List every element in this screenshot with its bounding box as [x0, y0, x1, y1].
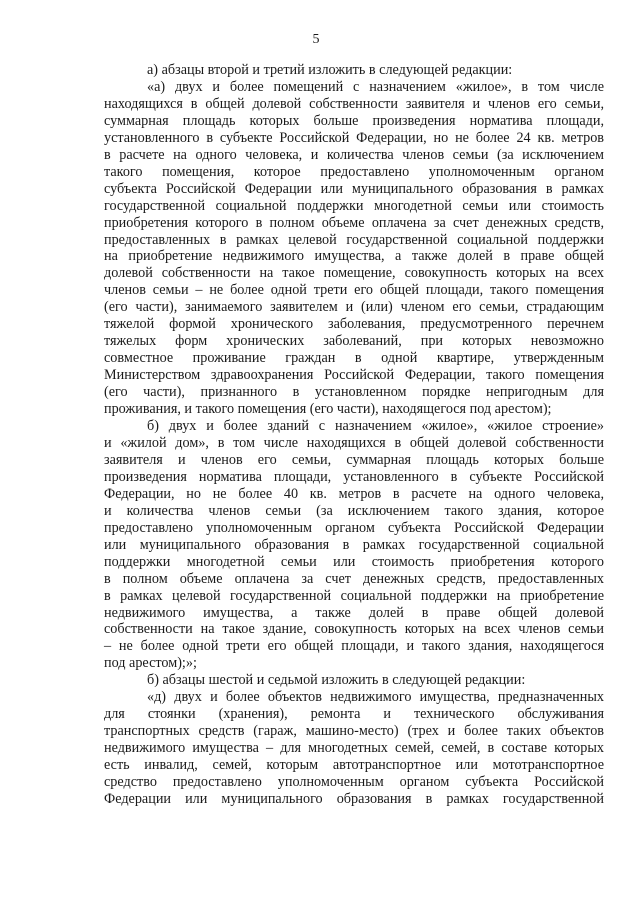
- text-line: приобретения которого в полном объеме оплачена за счет денежных средств,: [104, 214, 604, 231]
- text-line: и количества членов семьи (за исключением такого здания, которое: [104, 502, 604, 519]
- text-line: недвижимого имущества, а также долей в праве общей долевой: [104, 604, 604, 621]
- text-line: собственности на такое здание, совокупность которых на всех членов семьи: [104, 621, 604, 638]
- text-line: недвижимого имущества – для многодетных семей, семей, в составе которых: [104, 740, 604, 757]
- text-line: долевой собственности на такое помещение, совокупность которых на всех: [104, 265, 604, 282]
- text-line: находящихся в общей долевой собственности заявителя и членов его семьи,: [104, 95, 604, 112]
- text-line: предоставленных в рамках целевой государственной социальной поддержки: [104, 231, 604, 248]
- text-line: б) абзацы шестой и седьмой изложить в следующей редакции:: [147, 672, 526, 689]
- text-line: суммарная площадь которых больше произведения норматива площади,: [104, 112, 604, 129]
- text-line: на приобретение недвижимого имущества, а также долей в праве общей: [104, 248, 604, 265]
- text-line: членов семьи – не более одной трети его общей площади, такого помещения: [104, 282, 604, 299]
- text-line: для стоянки (хранения), ремонта и технического обслуживания: [104, 706, 604, 723]
- text-line: под арестом);»;: [104, 655, 197, 672]
- text-line: б) двух и более зданий с назначением «жилое», «жилое строение»: [147, 418, 604, 435]
- text-line: установленного в субъекте Российской Федерации, но не более 24 кв. метров: [104, 129, 604, 146]
- text-line: (его части), занимаемого заявителем и (или) членом его семьи, страдающим: [104, 299, 604, 316]
- text-line: в рамках целевой государственной социальной поддержки на приобретение: [104, 587, 604, 604]
- text-line: Министерством здравоохранения Российской Федерации, такого помещения: [104, 367, 604, 384]
- text-line: есть инвалид, семей, которым автотранспортное или мототранспортное: [104, 757, 604, 774]
- page-number: 5: [312, 32, 320, 47]
- text-line: или муниципального образования в рамках государственной социальной: [104, 536, 604, 553]
- document-body: [104, 62, 604, 808]
- text-line: в расчете на одного человека, и количества членов семьи (за исключением: [104, 146, 604, 163]
- text-line: субъекта Российской Федерации или муниципального образования в рамках: [104, 180, 604, 197]
- text-line: в полном объеме оплачена за счет денежных средств, предоставленных: [104, 570, 604, 587]
- text-line: средство предоставлено уполномоченным органом субъекта Российской: [104, 774, 604, 791]
- text-line: государственной социальной поддержки многодетной семьи или стоимость: [104, 197, 604, 214]
- text-line: Федерации или муниципального образования в рамках государственной: [104, 790, 604, 807]
- text-line: «а) двух и более помещений с назначением «жилое», в том числе: [147, 78, 604, 95]
- text-line: а) абзацы второй и третий изложить в следующей редакции:: [147, 62, 513, 78]
- text-line: транспортных средств (гараж, машино-место) (трех и более таких объектов: [104, 723, 604, 740]
- text-line: тяжелой формой хронического заболевания, предусмотренного перечнем: [104, 316, 604, 333]
- text-line: – не более одной трети его общей площади, и такого здания, находящегося: [104, 638, 604, 655]
- text-line: (его части), признанного в установленном порядке непригодным для: [104, 384, 604, 401]
- text-line: Федерации, но не более 40 кв. метров в расчете на одного человека,: [104, 485, 604, 502]
- text-line: тяжелых форм хронических заболеваний, при которых невозможно: [104, 333, 604, 350]
- text-line: заявителя и членов его семьи, суммарная площадь которых больше: [104, 451, 604, 468]
- text-line: предоставлено уполномоченным органом субъекта Российской Федерации: [104, 519, 604, 536]
- text-line: «д) двух и более объектов недвижимого имущества, предназначенных: [147, 689, 604, 706]
- text-line: совместное проживание граждан в одной квартире, утвержденным: [104, 350, 604, 367]
- text-line: такого помещения, которое предоставлено уполномоченным органом: [104, 163, 604, 180]
- text-line: поддержки многодетной семьи или стоимость приобретения которого: [104, 553, 604, 570]
- text-line: и «жилой дом», в том числе находящихся в общей долевой собственности: [104, 434, 604, 451]
- text-line: произведения норматива площади, установленного в субъекте Российской: [104, 468, 604, 485]
- text-line: проживания, и такого помещения (его части), находящегося под арестом);: [104, 401, 552, 418]
